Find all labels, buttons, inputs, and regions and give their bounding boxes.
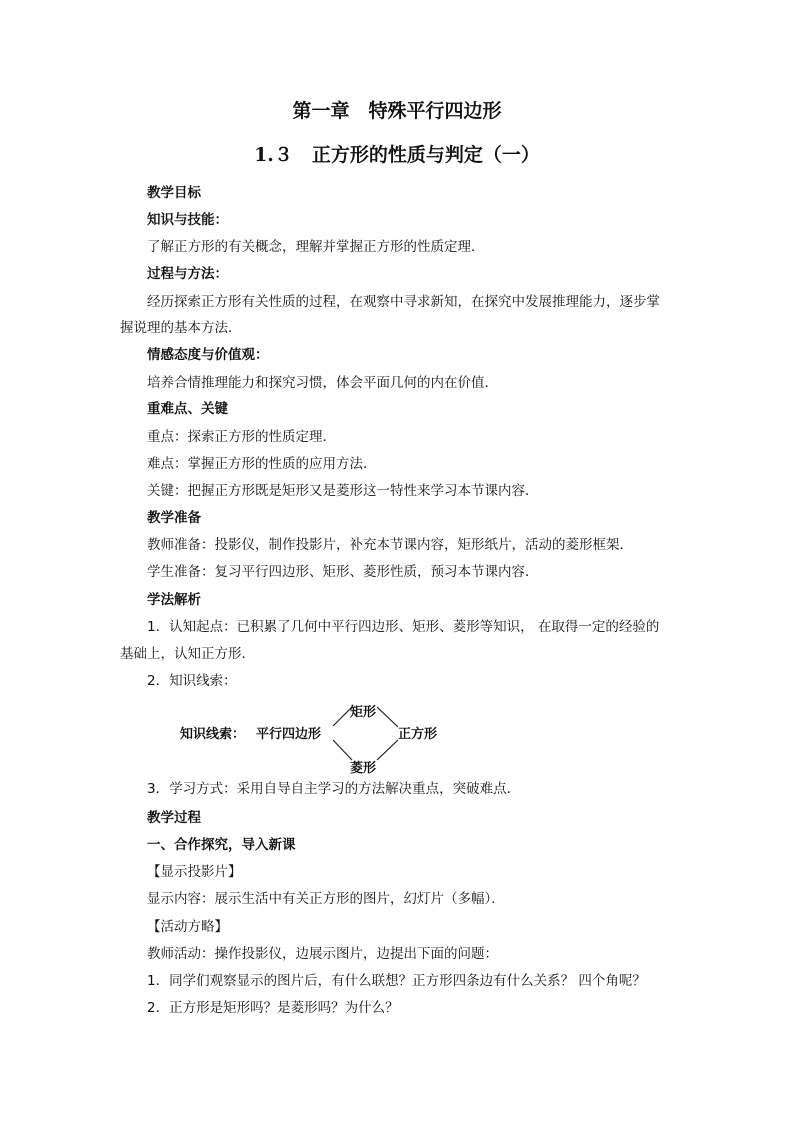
heading-process-method: 过程与方法：: [147, 266, 228, 282]
paragraph-key-difficulty: 难点：掌握正方形的性质的应用方法．: [147, 456, 377, 472]
diagram-node-rectangle: 矩形: [350, 705, 377, 720]
diagram-label: 知识线索：: [180, 727, 246, 742]
paragraph-method-2: 2．知识线索：: [147, 673, 237, 689]
paragraph-process-line2: 握说理的基本方法．: [120, 320, 242, 336]
paragraph-emotion: 培养合情推理能力和探究习惯，体会平面几何的内在价值．: [147, 375, 498, 391]
tag-show-slides: 【显示投影片】: [147, 864, 242, 880]
heading-teaching-prep: 教学准备: [147, 510, 201, 526]
heading-key-points: 重难点、关键: [147, 401, 228, 417]
diagram-edge-top-end: [377, 707, 398, 727]
diagram-node-rhombus: 菱形: [350, 761, 377, 776]
heading-teaching-process: 教学过程: [147, 810, 201, 826]
diagram-edge-bottom-end: [377, 740, 398, 760]
paragraph-key-focus: 重点：探索正方形的性质定理．: [147, 429, 336, 445]
paragraph-key-crux: 关键：把握正方形既是矩形又是菱形这一特性来学习本节课内容．: [147, 483, 539, 499]
paragraph-method-1-line1: 1．认知起点：已积累了几何中平行四边形、矩形、菱形等知识， 在取得一定的经验的: [147, 619, 660, 635]
paragraph-teacher-activity: 教师活动：操作投影仪，边展示图片，边提出下面的问题：: [147, 946, 498, 962]
heading-step-one: 一、合作探究，导入新课: [147, 837, 296, 853]
paragraph-show-content: 显示内容：展示生活中有关正方形的图片，幻灯片（多幅）．: [147, 891, 505, 907]
paragraph-process-line1: 经历探索正方形有关性质的过程，在观察中寻求新知，在探究中发展推理能力，逐步掌: [147, 294, 660, 310]
paragraph-prep-student: 学生准备：复习平行四边形、矩形、菱形性质，预习本节课内容．: [147, 564, 539, 580]
paragraph-method-3: 3．学习方式：采用自导自主学习的方法解决重点，突破难点．: [147, 781, 521, 797]
diagram-node-parallelogram: 平行四边形: [256, 727, 322, 742]
chapter-title: 第一章 特殊平行四边形: [292, 100, 502, 122]
paragraph-method-1-line2: 基础上，认知正方形．: [120, 646, 255, 662]
heading-teaching-goals: 教学目标: [147, 185, 201, 201]
heading-emotion-values: 情感态度与价值观：: [147, 347, 269, 363]
paragraph-prep-teacher: 教师准备：投影仪，制作投影片，补充本节课内容，矩形纸片，活动的菱形框架．: [147, 537, 633, 553]
paragraph-knowledge: 了解正方形的有关概念，理解并掌握正方形的性质定理．: [147, 239, 485, 255]
question-1: 1．同学们观察显示的图片后，有什么联想？正方形四条边有什么关系？ 四个角呢？: [147, 973, 646, 989]
diagram-node-square: 正方形: [398, 727, 438, 742]
diagram-edge-start-bottom: [333, 740, 352, 760]
tag-activity-plan: 【活动方略】: [147, 919, 228, 935]
section-title: 1.３ 正方形的性质与判定（一）: [254, 144, 540, 166]
heading-knowledge-skills: 知识与技能：: [147, 212, 228, 228]
question-2: 2．正方形是矩形吗？是菱形吗？为什么？: [147, 1000, 399, 1016]
heading-study-method: 学法解析: [147, 592, 201, 608]
